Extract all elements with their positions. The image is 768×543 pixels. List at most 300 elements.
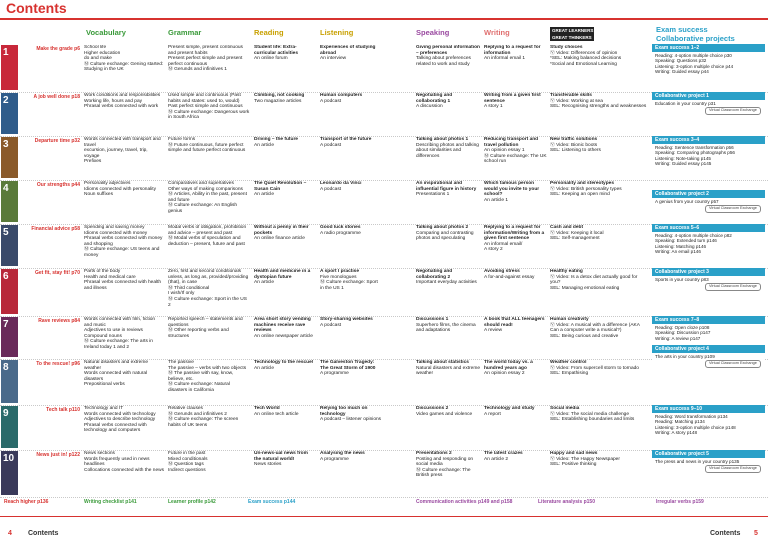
- exam-line: Listening: 3-option multiple choice p44: [655, 63, 734, 69]
- cell-line: Ⓜ Culture exchange: The screen habits of UK teens: [168, 417, 239, 428]
- exam-box-title: Exam success 9–10: [652, 405, 765, 413]
- cell-line: Analysing the news: [320, 451, 365, 456]
- cell-line: Words connected with transport and travel: [84, 137, 161, 148]
- cell-vocab: [84, 45, 164, 91]
- cell-line: An article: [254, 365, 274, 371]
- cell-line: Ⓜ Culture exchange: Dangerous work in South Africa: [168, 109, 250, 121]
- cell-line: Talking about photos 1: [416, 137, 469, 142]
- cell-line: Words connected with natural disasters: [84, 371, 148, 382]
- exam-box-body: [652, 413, 765, 437]
- cell-grammar: [168, 93, 250, 135]
- cell-line: Talking about statistics: [416, 360, 469, 365]
- cell-line: Phrasal verbs connected with technology and computers: [84, 422, 147, 434]
- exam-box-title: Collaborative project 4: [652, 345, 765, 353]
- cell-line: A radio programme: [320, 230, 361, 236]
- unit-title[interactable]: Get fit, stay fit! p70: [34, 270, 80, 276]
- unit-thumbnail: [1, 93, 18, 134]
- cell-line: A podcast – listener opinions: [320, 417, 382, 423]
- cell-reading: [254, 225, 316, 267]
- virtual-classroom-button[interactable]: Virtual Classroom Exchange: [705, 465, 761, 472]
- virtual-classroom-button[interactable]: Virtual Classroom Exchange: [705, 360, 761, 367]
- cell-reading: [254, 45, 316, 91]
- cell-line: Healthy eating: [550, 269, 583, 274]
- cell-speaking: [416, 317, 482, 358]
- cell-line: Ⓜ Culture exchange: Sport in the US 2: [168, 296, 247, 308]
- cell-line: SEL: Keeping an open mind: [550, 192, 610, 198]
- cell-line: New traffic solutions: [550, 137, 598, 142]
- exam-line: Speaking: Extended turn p146: [655, 238, 717, 244]
- col-listening: Listening: [320, 28, 354, 37]
- cell-line: Describing photos and talking about similarities and differences: [416, 142, 479, 159]
- exam-column-title: [656, 25, 735, 43]
- exam-box-title: Exam success 5–6: [652, 224, 765, 232]
- cell-reading: [254, 269, 316, 315]
- unit-number: 3: [3, 139, 9, 150]
- exam-line: The arts in your country p109: [655, 354, 715, 359]
- cell-speaking: [416, 45, 482, 91]
- unit-title[interactable]: Rave reviews p84: [38, 318, 80, 324]
- cell-writing: [484, 360, 548, 404]
- cell-vocab: [84, 137, 164, 179]
- cell-gl: [550, 137, 648, 179]
- cell-line: Comparing and contrasting photos and speculating: [416, 230, 474, 242]
- cell-line: Ⓜ Culture exchange: The arts in Ireland today 1 and 2: [84, 339, 153, 350]
- cell-line: Discussions 1: [416, 317, 449, 322]
- cell-line: Idioms connected with personality: [84, 186, 156, 192]
- exam-line: Reading: 4-option multiple choice p82: [655, 233, 732, 238]
- cell-line: Ⓜ Articles, Ability in the past, present and future: [168, 192, 247, 203]
- great-learners-logo: [550, 27, 594, 41]
- cell-line: Relying too much on technology: [320, 406, 368, 417]
- exam-line: Speaking: Comparing photographs p56: [655, 150, 735, 156]
- cell-line: Video games and violence: [416, 411, 473, 417]
- cell-line: Talking about preferences related to work and study: [416, 56, 471, 67]
- unit-thumbnail: [1, 406, 18, 448]
- unit-number: 9: [3, 408, 9, 419]
- cell-speaking: [416, 269, 482, 315]
- cell-line: Ⓜ Culture exchange: The British press: [416, 467, 471, 479]
- exam-box-body: [652, 276, 765, 292]
- logo-line1: GREAT LEARNERS: [552, 28, 594, 33]
- unit-thumbnail: [1, 137, 18, 178]
- virtual-classroom-button[interactable]: Virtual Classroom Exchange: [705, 205, 761, 212]
- cell-line: Ⓜ Question tags: [168, 462, 204, 468]
- cell-line: Compound nouns: [84, 333, 122, 339]
- cell-line: Present simple, present continuous and present habits: [168, 45, 243, 56]
- exam-box-body: [652, 232, 765, 256]
- cell-line: An informal email 1: [484, 56, 526, 62]
- cell-line: Ⓥ Video: Keeping it local: [550, 230, 604, 236]
- exam-success-box: [652, 316, 765, 342]
- cell-reading: [254, 93, 316, 135]
- cell-line: SEL: Empathising: [550, 371, 589, 377]
- virtual-classroom-button[interactable]: Virtual Classroom Exchange: [705, 107, 761, 114]
- footer-irregular-verbs[interactable]: Irregular verbs p159: [656, 499, 704, 505]
- cell-speaking: [416, 406, 482, 449]
- unit-number: 4: [3, 183, 9, 194]
- cell-line: SEL: Listening to others: [550, 148, 601, 154]
- cell-line: Mixed conditionals: [168, 456, 208, 462]
- cell-listening: [320, 225, 382, 267]
- exam-line: Reading: Word transformation p134: [655, 414, 728, 419]
- unit-title[interactable]: A job well done p18: [33, 94, 80, 100]
- cell-listening: [320, 406, 382, 449]
- exam-box-title: Exam success 1–2: [652, 44, 765, 52]
- cell-line: An article 2: [484, 456, 508, 462]
- unit-title[interactable]: Tech talk p110: [46, 407, 80, 413]
- exam-box-body: [652, 353, 765, 369]
- cell-line: The Quiet Revolution – Susan Cain: [254, 181, 307, 192]
- cell-line: Human computers: [320, 93, 363, 98]
- cell-vocab: [84, 360, 164, 404]
- exam-line: A genius from your country p57: [655, 199, 719, 204]
- cell-reading: [254, 451, 316, 496]
- cell-line: An inspirational and influential figure in history: [416, 181, 477, 192]
- cell-speaking: [416, 225, 482, 267]
- exam-box-title: Exam success 7–8: [652, 316, 765, 324]
- cell-line: Technology and study: [484, 406, 535, 411]
- cell-speaking: [416, 137, 482, 179]
- exam-line: The press and news in your country p135: [655, 459, 740, 464]
- unit-thumbnail: [1, 317, 18, 357]
- unit-title[interactable]: To the rescue! p96: [36, 361, 80, 367]
- exam-line: Reading: Sentence transformation p56: [655, 145, 734, 150]
- cell-vocab: [84, 451, 164, 496]
- cell-line: Other ways of making comparisons: [168, 186, 243, 192]
- cell-line: Experiences of studying abroad: [320, 45, 376, 56]
- cell-line: Work conditions and responsibilities: [84, 93, 161, 98]
- cell-line: Leonardo da Vinci: [320, 181, 362, 186]
- cell-line: Important everyday activities: [416, 280, 477, 286]
- cell-line: Cash and debt: [550, 225, 584, 230]
- cell-line: Ⓜ Culture exchange: An English genius: [168, 203, 238, 214]
- cell-line: An article 1: [484, 197, 508, 203]
- unit-thumbnail: [1, 451, 18, 495]
- cell-line: An article: [254, 280, 274, 286]
- cell-line: Ⓜ Culture exchange: Natural disasters in California: [168, 382, 230, 393]
- cell-line: Relative clauses: [168, 406, 203, 411]
- cell-line: Adjectives to describe technology: [84, 417, 156, 423]
- cell-line: Posting and responding on social media: [416, 456, 474, 468]
- cell-line: Ⓥ Video: British personality types: [550, 186, 622, 192]
- cell-line: Comparatives and superlatives: [168, 181, 234, 186]
- page-title: Contents: [6, 0, 67, 16]
- exam-line: Speaking: Discussion p147: [655, 330, 711, 336]
- cell-gl: [550, 93, 648, 135]
- exam-success-box: [652, 405, 765, 437]
- footer-exam-success[interactable]: Exam success p144: [248, 499, 296, 505]
- cell-grammar: [168, 269, 250, 315]
- cell-line: Phrasal verbs connected with health and illness: [84, 280, 162, 291]
- page-number-right: 5: [754, 530, 758, 537]
- cell-line: Ⓥ Video: Working at sea: [550, 98, 603, 104]
- cell-gl: [550, 317, 648, 358]
- cell-line: Ⓥ Video: A musical with a difference (AKA Can a computer write a musical?): [550, 322, 640, 334]
- cell-line: A podcast: [320, 186, 342, 192]
- cell-line: Words connected with film, fiction and music: [84, 317, 156, 328]
- collab-project-box: [652, 268, 765, 292]
- exam-success-box: [652, 224, 765, 256]
- unit-title[interactable]: Departure time p32: [34, 138, 80, 144]
- unit-number: 7: [3, 319, 9, 330]
- cell-line: An online newspaper article: [254, 333, 313, 339]
- exam-success-heading: Exam success: [656, 25, 708, 34]
- exam-line: Reading: Open cloze p108: [655, 325, 710, 330]
- cell-line: A podcast: [320, 142, 342, 148]
- cell-line: SEL: Being curious and creative: [550, 333, 619, 339]
- cell-listening: [320, 93, 382, 135]
- cell-line: Ⓜ Future continuous, future perfect simple and future perfect continuous: [168, 142, 246, 154]
- exam-box-body: [652, 100, 765, 116]
- cell-line: Ⓜ Culture exchange: US teens and money: [84, 247, 160, 258]
- cell-line: Giving personal information – preferences: [416, 45, 480, 56]
- cell-grammar: [168, 45, 250, 91]
- cell-speaking: [416, 451, 482, 496]
- cell-reading: [254, 406, 316, 449]
- virtual-classroom-button[interactable]: Virtual Classroom Exchange: [705, 283, 761, 290]
- cell-grammar: [168, 406, 250, 449]
- col-grammar: Grammar: [168, 28, 202, 37]
- cell-line: Ⓜ Culture exchange: Sport in the US 1: [320, 280, 378, 291]
- page-number-left: 4: [8, 530, 12, 537]
- cell-line: Higher education: [84, 50, 121, 56]
- cell-writing: [484, 406, 548, 449]
- unit-title[interactable]: Financial advice p58: [31, 226, 80, 232]
- cell-line: A story 2: [484, 247, 503, 253]
- cell-line: Ⓜ Culture exchange: Gening started: Studying in the UK: [84, 61, 164, 73]
- cell-writing: [484, 137, 548, 179]
- exam-box-body: [652, 198, 765, 214]
- unit-thumbnail: [1, 225, 18, 266]
- cell-line: Student life: Extra-curricular activities: [254, 45, 298, 56]
- cell-line: Ⓜ Modal verbs of speculation and deduction – present, future and past: [168, 236, 245, 247]
- cell-line: An online forum: [254, 56, 288, 62]
- cell-line: A story 1: [484, 104, 503, 110]
- collab-projects-heading: Collaborative projects: [656, 34, 735, 43]
- cell-line: Ⓜ Culture exchange: The UK school run: [484, 153, 547, 165]
- cell-line: Zero, first and second conditionals unless, as long as, provided/providing (that), in case: [168, 269, 249, 286]
- title-rule: [0, 18, 768, 20]
- collab-project-box: [652, 92, 765, 116]
- cell-gl: [550, 225, 648, 267]
- cell-line: Un-news-ual news from the natural world!: [254, 451, 308, 462]
- cell-line: Driving – the future: [254, 137, 298, 142]
- cell-line: An online tech article: [254, 411, 299, 417]
- unit-number: 5: [3, 227, 9, 238]
- unit-number: 6: [3, 271, 9, 282]
- cell-grammar: [168, 451, 250, 496]
- exam-box-title: Collaborative project 3: [652, 268, 765, 276]
- exam-box-body: [652, 52, 765, 76]
- cell-line: I wish/If only: [168, 291, 195, 297]
- exam-success-box: [652, 44, 765, 76]
- bottom-rule: [0, 516, 768, 517]
- cell-line: Negotiating and collaborating 2: [416, 269, 453, 280]
- exam-line: Listening: Matching p146: [655, 243, 707, 249]
- cell-line: Ⓥ Video: The social media challenge: [550, 411, 630, 417]
- cell-line: Ⓥ Video: From supercell storm to tornado: [550, 365, 639, 371]
- col-vocabulary: Vocabulary: [86, 28, 126, 37]
- footer-reach-higher[interactable]: Reach higher p136: [4, 499, 49, 505]
- cell-line: Words connected with technology: [84, 411, 156, 417]
- cell-line: News stories: [254, 462, 282, 468]
- cell-line: Past perfect simple and continuous: [168, 104, 243, 110]
- exam-line: Reading: 4-option multiple choice p30: [655, 53, 732, 58]
- cell-line: Ⓥ Video: Bionic boots: [550, 142, 598, 148]
- cell-line: Ⓜ The passive with say, know, believe, etc.: [168, 371, 234, 382]
- cell-speaking: [416, 93, 482, 135]
- exam-line: Writing: A story p148: [655, 430, 698, 436]
- cell-grammar: [168, 137, 250, 179]
- cell-line: Negotiating and collaborating 1: [416, 93, 453, 104]
- cell-listening: [320, 317, 382, 358]
- cell-line: SEL: Recognising strengths and weaknesses: [550, 104, 647, 110]
- cell-line: *SEL: Making balanced decisions: [550, 56, 622, 62]
- cell-grammar: [168, 181, 250, 223]
- collab-project-box: [652, 190, 765, 214]
- cell-line: A report: [484, 411, 501, 417]
- cell-line: Replying to a request for information/Writing from a given first sentence: [484, 225, 545, 242]
- unit-thumbnail: [1, 360, 18, 403]
- cell-line: Technology and IT: [84, 406, 124, 411]
- cell-line: The Galveston Tragedy: The Great Storm of 1900: [320, 360, 376, 371]
- cell-line: Personality adjectives: [84, 181, 131, 186]
- cell-gl: [550, 181, 648, 223]
- exam-box-title: Collaborative project 2: [652, 190, 765, 198]
- cell-line: An online finance article: [254, 236, 305, 242]
- cell-line: Indirect questions: [168, 467, 206, 473]
- cell-line: excursion, journey, travel, trip, voyage: [84, 148, 148, 159]
- cell-line: SEL: Self-management: [550, 236, 600, 242]
- cell-line: Study choices: [550, 45, 583, 50]
- unit-title[interactable]: Our strengths p44: [36, 182, 80, 188]
- footer-writing-checklist[interactable]: Writing checklist p141: [84, 499, 137, 505]
- cell-vocab: [84, 269, 164, 315]
- footer-learner-profile[interactable]: Learner profile p142: [168, 499, 216, 505]
- col-speaking: Speaking: [416, 28, 450, 37]
- unit-number: 8: [3, 362, 9, 373]
- cell-line: A podcast: [320, 98, 342, 104]
- exam-box-body: [652, 144, 765, 168]
- footer-literature[interactable]: Literature analysis p150: [538, 499, 595, 505]
- cell-line: Prepositional verbs: [84, 382, 125, 388]
- cell-line: Social media: [550, 406, 580, 411]
- cell-line: Spending and saving money: [84, 225, 145, 230]
- cell-writing: [484, 451, 548, 496]
- cell-listening: [320, 45, 382, 91]
- cell-vocab: [84, 317, 164, 358]
- cell-gl: [550, 360, 648, 404]
- cell-line: Health and medicine in a dystopian future: [254, 269, 311, 280]
- cell-line: Adjectives to use in reviews: [84, 328, 143, 334]
- exam-box-title: Exam success 3–4: [652, 136, 765, 144]
- unit-number: 10: [3, 453, 15, 464]
- cell-reading: [254, 317, 316, 358]
- cell-line: Transport of the future: [320, 137, 372, 142]
- cell-line: Story-sharing websites: [320, 317, 373, 322]
- unit-title[interactable]: Make the grade p6: [36, 46, 80, 52]
- unit-title[interactable]: News just in! p122: [36, 452, 80, 458]
- cell-line: Personality and stereotypes: [550, 181, 614, 186]
- cell-line: Discussions 2: [416, 406, 449, 411]
- cell-writing: [484, 317, 548, 358]
- exam-line: Writing: An email p146: [655, 249, 701, 255]
- cell-line: Technology to the rescue!: [254, 360, 314, 365]
- cell-vocab: [84, 93, 164, 135]
- cell-reading: [254, 181, 316, 223]
- cell-line: Five monologues: [320, 274, 357, 280]
- cell-listening: [320, 360, 382, 404]
- cell-line: *Social and Emotional Learning: [550, 61, 617, 67]
- cell-line: SEL: Positive thinking: [550, 462, 597, 468]
- cell-line: Phrasal verbs connected with money and shopping: [84, 236, 163, 247]
- unit-number: 1: [3, 47, 9, 58]
- cell-line: Idioms connected with money: [84, 230, 148, 236]
- unit-thumbnail: [1, 181, 18, 222]
- cell-line: A review: [484, 328, 503, 334]
- cell-gl: [550, 45, 648, 91]
- cell-line: Reported speech – statements and questions: [168, 317, 243, 328]
- cell-line: SEL: Establishing boundaries and limits: [550, 417, 635, 423]
- cell-reading: [254, 360, 316, 404]
- exam-box-body: [652, 324, 765, 342]
- exam-box-body: [652, 458, 765, 474]
- exam-line: Writing: A review p147: [655, 335, 701, 341]
- cell-gl: [550, 269, 648, 315]
- cell-line: A discussion: [416, 104, 443, 110]
- cell-line: Climbing, not cooking: [254, 93, 305, 98]
- cell-listening: [320, 181, 382, 223]
- cell-line: Ⓥ Video: Differences of opinion: [550, 50, 618, 56]
- cell-reading: [254, 137, 316, 179]
- cell-line: Parts of the body: [84, 269, 121, 274]
- footer-communication[interactable]: Communication activities p149 and p158: [416, 499, 513, 505]
- cell-line: Avoiding stress: [484, 269, 520, 274]
- cell-line: An opinion essay 1: [484, 148, 525, 154]
- cell-line: Ⓥ Video: Is a detox diet actually good for you?: [550, 274, 638, 286]
- exam-line: Writing: Guided essay p44: [655, 69, 709, 75]
- cell-line: Modal verbs of obligation, prohibition and advice – present and past: [168, 225, 247, 236]
- exam-line: Listening: 3-option multiple choice p148: [655, 424, 736, 430]
- cell-line: Collocations connected with the news: [84, 467, 164, 473]
- cell-line: An article: [254, 142, 274, 148]
- cell-listening: [320, 137, 382, 179]
- collab-project-box: [652, 450, 765, 474]
- cell-line: Presentations 1: [416, 192, 450, 198]
- cell-writing: [484, 181, 548, 223]
- collab-project-box: [652, 345, 765, 369]
- exam-line: Speaking: Questions p32: [655, 58, 707, 64]
- cell-line: Happy and sad news: [550, 451, 598, 456]
- unit-thumbnail: [1, 269, 18, 314]
- cell-line: A sport I practise: [320, 269, 360, 274]
- cell-line: Ⓥ Video: The Happy Newspaper: [550, 456, 620, 462]
- cell-grammar: [168, 360, 250, 404]
- cell-line: Noun suffixes: [84, 192, 113, 198]
- cell-line: Writing from a given first sentence: [484, 93, 541, 104]
- cell-writing: [484, 45, 548, 91]
- cell-line: Phrasal verbs connected with work: [84, 104, 159, 110]
- cell-line: Area short story vending machines receive rave reviews: [254, 317, 311, 334]
- cell-line: Good luck stories: [320, 225, 361, 230]
- cell-line: Replying to a request for information: [484, 45, 541, 56]
- cell-line: SEL: Managing emotional eating: [550, 285, 620, 291]
- cell-line: An informal email/: [484, 241, 523, 247]
- cell-speaking: [416, 360, 482, 404]
- cell-line: A book that ALL teenagers should read!: [484, 317, 545, 328]
- cell-line: Prefixes: [84, 159, 102, 165]
- cell-line: The latest crazes: [484, 451, 523, 456]
